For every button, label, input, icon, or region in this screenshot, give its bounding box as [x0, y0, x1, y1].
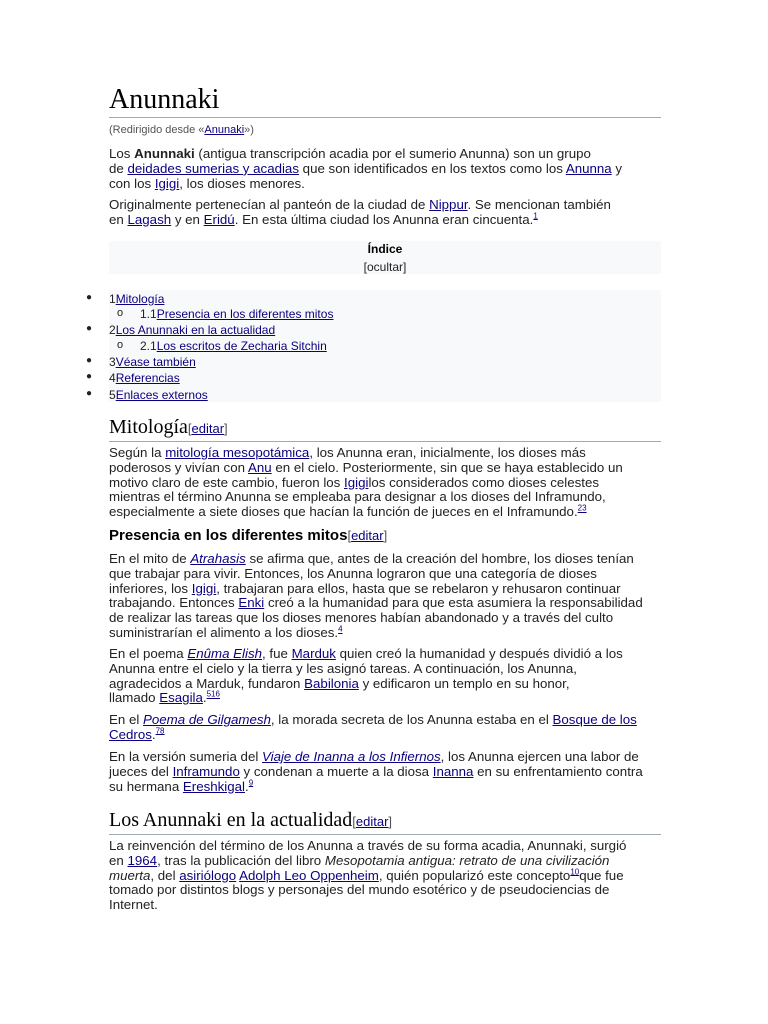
- toc-item[interactable]: ● 5Enlaces externos: [86, 388, 208, 402]
- link-asiriologo[interactable]: asiriólogo: [179, 867, 237, 883]
- reference-4[interactable]: 4: [338, 624, 343, 634]
- link-oppenheim[interactable]: Adolph Leo Oppenheim: [239, 867, 379, 883]
- edit-link[interactable]: editar: [355, 814, 389, 829]
- intro-paragraph-1: Los Anunnaki (antigua transcripción acadia por el sumerio Anunna) son un grupo de deidades sumerias y acadias que son identificados en los textos como los Anunna y con los Igigi, los dioses menores.: [109, 146, 623, 191]
- toc-item[interactable]: ● 2Los Anunnaki en la actualidad: [86, 323, 276, 337]
- toc-item[interactable]: ● 3Véase también: [86, 355, 196, 369]
- link-bosque[interactable]: Cedros: [109, 726, 152, 742]
- link-atrahasis[interactable]: Atrahasis: [190, 551, 246, 566]
- link-gilgamesh[interactable]: Poema de Gilgamesh: [143, 712, 271, 727]
- link-inanna[interactable]: Inanna: [432, 763, 474, 779]
- link-enki[interactable]: Enki: [238, 595, 265, 611]
- reference-10[interactable]: 10: [570, 867, 580, 877]
- reference-78[interactable]: 78: [155, 726, 165, 736]
- link-igigi[interactable]: Igigi: [154, 175, 180, 191]
- presencia-paragraph-3: En el Poema de Gilgamesh, la morada secreta de los Anunna estaba en el Bosque de los Cedros.$^{78}$: [109, 712, 637, 742]
- toc-item[interactable]: ● 4Referencias: [86, 371, 180, 385]
- intro-paragraph-2: Originalmente pertenecían al panteón de la ciudad de Nippur. Se mencionan también en Lagash y en Eridú. En esta última ciudad los Anunna eran cincuenta.$^1$: [109, 197, 611, 227]
- edit-link[interactable]: editar: [351, 528, 384, 543]
- link-igigi[interactable]: Igigi: [191, 580, 217, 596]
- presencia-paragraph-4: En la versión sumeria del Viaje de Inanna a los Infiernos, los Anunna ejercen una labor de jueces del Inframundo y condenan a muerte a la diosa Inanna en su enfrentamiento contra su hermana Ereshkigal.$^9$: [109, 749, 643, 794]
- reference-9[interactable]: 9: [248, 778, 254, 788]
- reference-23[interactable]: 23: [577, 503, 587, 513]
- section-heading-mitologia: Mitología[editar]: [109, 415, 661, 442]
- toc-item[interactable]: o 1.1Presencia en los diferentes mitos: [117, 307, 334, 321]
- link-anu[interactable]: Anu: [247, 459, 272, 475]
- link-deidades[interactable]: deidades sumerias y acadias: [127, 160, 299, 176]
- link-igigi[interactable]: Igigi: [344, 474, 369, 490]
- link-nippur[interactable]: Nippur: [429, 197, 468, 212]
- page-title: Anunnaki: [109, 84, 661, 118]
- link-lagash[interactable]: Lagash: [127, 211, 172, 227]
- link-inframundo[interactable]: Inframundo: [172, 763, 240, 779]
- link-babilonia[interactable]: Babilonia: [304, 675, 359, 691]
- link-anunna[interactable]: Anunna: [565, 160, 612, 176]
- section-heading-presencia: Presencia en los diferentes mitos[editar]: [109, 527, 388, 544]
- link-eridu[interactable]: Eridú: [203, 211, 235, 227]
- link-marduk[interactable]: Marduk: [291, 646, 336, 661]
- actualidad-paragraph: La reinvención del término de los Anunna a través de su forma acadia, Anunnaki, surgió en 1964, tras la publicación del libro Mesopotamia antigua: retrato de una civilización muerta, del asiriólogo Adolph Leo Oppenheim, quién popularizó este concepto$^{10}$que fue tomado por distintos blogs y personajes del mundo esotérico y de pseudociencias de Internet.: [109, 838, 627, 913]
- toc-header: [109, 241, 661, 274]
- toc-item[interactable]: o 2.1Los escritos de Zecharia Sitchin: [117, 339, 327, 353]
- presencia-paragraph-2: En el poema Enûma Elish, fue Marduk quien creó la humanidad y después dividió a los Anunna entre el cielo y la tierra y les asignó tareas. A continuación, los Anunna, agradecidos a Marduk, fundaron Babilonia y edificaron un templo en su honor, llamado Esagila.$^{516}$: [109, 646, 623, 706]
- link-viaje-inanna[interactable]: Viaje de Inanna a los Infiernos: [262, 749, 441, 764]
- link-1964[interactable]: 1964: [127, 852, 158, 868]
- redirect-notice: (Redirigido desde «Anunaki»): [109, 124, 254, 136]
- toc-list: [86, 290, 661, 402]
- link-enuma-elish[interactable]: Enûma Elish: [187, 646, 263, 661]
- link-ereshkigal[interactable]: Ereshkigal: [182, 778, 246, 794]
- toc-toggle[interactable]: [ocultar]: [363, 260, 407, 274]
- edit-link[interactable]: editar: [191, 421, 225, 436]
- toc-title: Índice: [367, 242, 403, 256]
- link-esagila[interactable]: Esagila: [159, 690, 203, 706]
- reference-1[interactable]: 1: [533, 211, 538, 221]
- toc-item[interactable]: ● 1Mitología: [86, 292, 165, 306]
- link-bosque[interactable]: Bosque de los: [552, 712, 637, 727]
- link-mitologia[interactable]: mitología mesopotámica: [165, 445, 310, 460]
- mitologia-paragraph: Según la mitología mesopotámica, los Anunna eran, inicialmente, los dioses más poderosos y vivían con Anu en el cielo. Posteriormente, sin que se haya establecido un motivo claro de este cambio, fueron los Igigilos considerados como dioses celestes mientras el término Anunna se empleaba para designar a los dioses del Inframundo, especialmente a siete dioses que hacían la función de jueces en el Inframundo.$^{23}$: [109, 445, 623, 520]
- reference-516[interactable]: 516: [206, 689, 220, 699]
- redirect-link[interactable]: Anunaki: [204, 124, 245, 136]
- section-heading-actualidad: Los Anunnaki en la actualidad[editar]: [109, 808, 661, 835]
- presencia-paragraph-1: En el mito de Atrahasis se afirma que, antes de la creación del hombre, los dioses tenían que trabajar para vivir. Entonces, los Anunna lograron que una categoría de dioses inferiores, los Igigi, trabajaran para ellos, hasta que se rebelaron y rehusaron continuar trabajando. Entonces Enki creó a la humanidad para que esta asumiera la responsabilidad de realizar las tareas que los dioses menores habían abandonado y a través del culto suministrarían el alimento a los dioses.$^4$: [109, 551, 643, 640]
